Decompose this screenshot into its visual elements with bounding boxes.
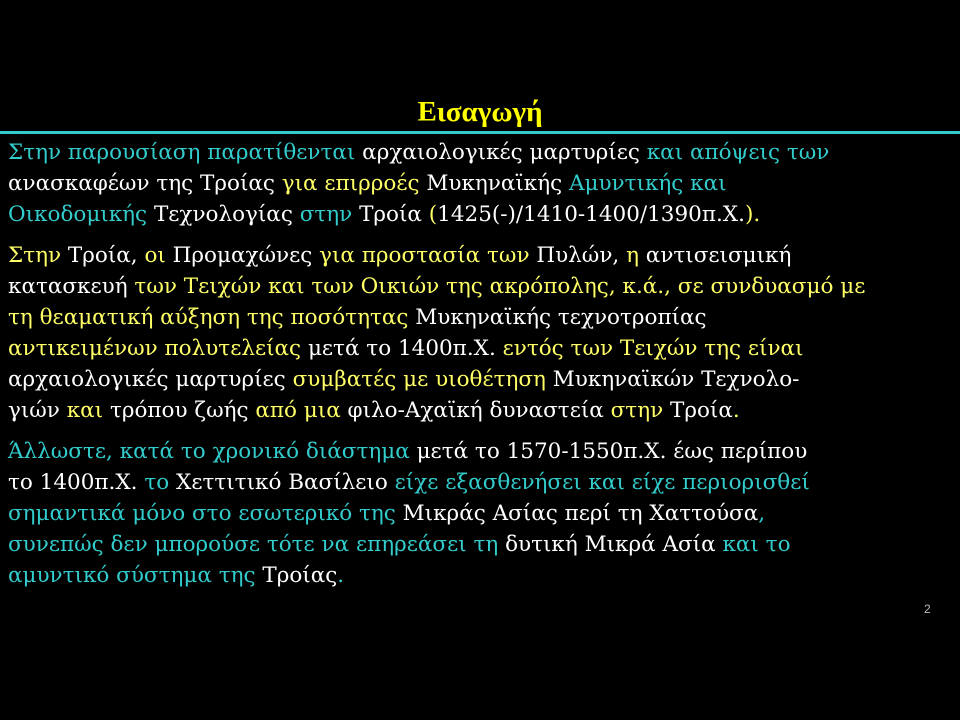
text-segment: στην [610,398,670,423]
text-segment: των Τειχών και των Οικιών της ακρόπολης, κ.ά., σε συνδυασμό με [134,274,866,299]
text-segment: Τροία [359,202,429,227]
text-segment: . [337,563,345,588]
text-segment: . [732,398,740,423]
text-line [8,302,952,333]
text-line [8,364,952,395]
paragraph-3 [8,436,952,591]
text-segment: αρχαιολογικές μαρτυρίες [8,367,293,392]
text-segment: Προμαχώνες [172,243,320,268]
text-line [8,395,952,426]
text-segment: δυτική Μικρά Ασία [505,532,723,557]
text-segment: Στην παρουσίαση παρατίθενται [8,140,363,165]
page-number: 2 [924,602,931,616]
text-segment: Μυκηναϊκών Τεχνολο- [552,367,800,392]
text-segment: η [626,243,646,268]
text-segment: ( [428,202,438,227]
text-line [8,498,952,529]
text-segment: 1425(-)/1410-1400/1390π.Χ. [437,202,745,227]
text-segment: Οικοδομικής [8,202,154,227]
paragraph-2 [8,240,952,426]
text-line [8,240,952,271]
text-segment: Μυκηναϊκής τεχνοτροπίας [415,305,707,330]
text-line [8,271,952,302]
text-segment: αντικειμένων πολυτελείας [8,336,308,361]
text-segment: το [144,470,177,495]
text-segment: και απόψεις των [646,140,830,165]
slide-title: Εισαγωγή [417,96,543,128]
text-segment: Τεχνολογίας [153,202,300,227]
text-line [8,333,952,364]
text-segment: αντισεισμική [645,243,792,268]
text-segment: το 1400π.Χ. [8,470,145,495]
text-segment: , [758,501,766,526]
text-segment: για προστασία των [319,243,537,268]
text-segment: από μια [255,398,348,423]
text-segment: για επιρροές [281,171,427,196]
text-segment: συνεπώς δεν μπορούσε τότε να επηρεάσει τη [8,532,506,557]
text-line [8,529,952,560]
text-segment: τη θεαματική αύξηση της ποσότητας [8,305,416,330]
text-line [8,199,952,230]
text-segment: ανασκαφέων της Τροίας [8,171,282,196]
text-segment: Πυλών, [536,243,627,268]
title-divider [0,131,960,134]
text-segment: αρχαιολογικές μαρτυρίες [362,140,647,165]
text-segment: στην [299,202,360,227]
text-segment: εντός των Τειχών της είναι [502,336,804,361]
text-segment: Τροίας [262,563,338,588]
text-segment: Αμυντικής και [568,171,727,196]
text-segment: μετά το 1400π.Χ. [307,336,503,361]
slide-body [8,137,952,601]
text-segment: μετά το 1570-1550π.Χ. έως περίπου [416,439,808,464]
text-segment: και [66,398,110,423]
text-segment: κατασκευή [8,274,135,299]
text-segment: Τροία, [67,243,145,268]
text-segment: Άλλωστε, κατά το χρονικό διάστημα [8,439,417,464]
text-segment: φιλο-Αχαϊκή δυναστεία [347,398,611,423]
text-segment: είχε εξασθενήσει και είχε περιορισθεί [394,470,810,495]
text-line [8,467,952,498]
text-segment: γιών [8,398,67,423]
text-segment: Χεττιτικό Βασίλειο [176,470,395,495]
text-segment: Μυκηναϊκής [426,171,569,196]
text-segment: ). [744,202,761,227]
paragraph-1 [8,137,952,230]
text-segment: Μικράς Ασίας περί τη Χαττούσα [402,501,759,526]
text-line [8,168,952,199]
text-segment: συμβατές με υιοθέτηση [292,367,553,392]
text-segment: Στην [8,243,68,268]
text-segment: αμυντικό σύστημα της [8,563,263,588]
text-line [8,137,952,168]
text-segment: Τροία [669,398,733,423]
text-segment: τρόπου ζωής [109,398,256,423]
text-line [8,560,952,591]
text-segment: σημαντικά μόνο στο εσωτερικό της [8,501,403,526]
text-segment: οι [144,243,173,268]
text-segment: και το [722,532,791,557]
text-line [8,436,952,467]
